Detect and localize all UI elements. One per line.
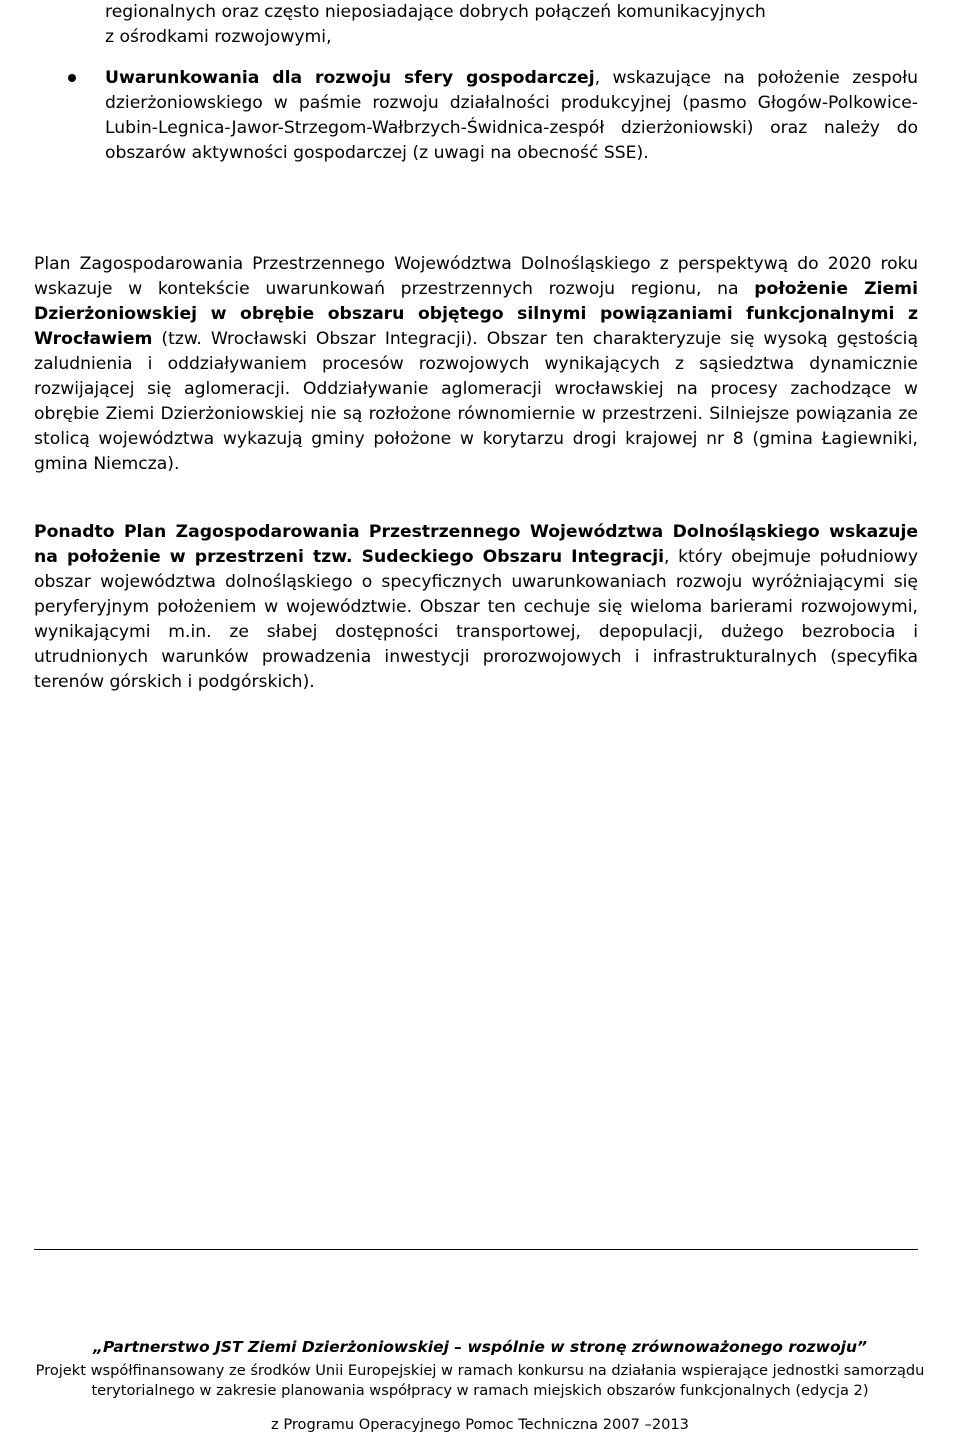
- footer-line-3: z Programu Operacyjnego Pomoc Techniczna 2007 –2013: [271, 1416, 689, 1433]
- paragraph-2-text: , który obejmuje południowy obszar województwa dolnośląskiego o specyficznych uwarunkowaniach rozwoju wyróżniającymi się peryferyjnym położeniem w województwie. Obszar ten cechuje się wieloma barierami rozwojowymi, wynikającymi m.in. ze słabej dostępności transportowej, depopulacji, dużego bezrobocia i utrudnionych warunków prowadzenia inwestycji prorozwojowych i infrastrukturalnych (specyfika terenów górskich i podgórskich).: [34, 547, 918, 692]
- footer-divider: [34, 1249, 918, 1250]
- paragraph-1-text-b: (tzw. Wrocławski Obszar Integracji). Obszar ten charakteryzuje się wysoką gęstością zaludnienia i oddziaływaniem procesów rozwojowych wynikających z sąsiedztwa dynamicznie rozwijającej się aglomeracji. Oddziaływanie aglomeracji wrocławskiej na procesy zachodzące w obrębie Ziemi Dzierżoniowskiej nie są rozłożone równomiernie w przestrzeni. Silniejsze powiązania ze stolicą województwa wykazują gminy położone w korytarzu drogi krajowej nr 8 (gmina Łagiewniki, gmina Niemcza).: [34, 329, 918, 474]
- bullet-bold-lead: Uwarunkowania dla rozwoju sfery gospodarczej: [105, 68, 595, 88]
- continuation-line-1: regionalnych oraz często nieposiadające dobrych połączeń komunikacyjnych: [105, 2, 766, 22]
- paragraph-1-bold: położenie Ziemi Dzierżoniowskiej w obrębie obszaru objętego silnymi powiązaniami funkcjonalnymi z Wrocławiem: [34, 279, 918, 349]
- footer-line-1: Projekt współfinansowany ze środków Unii Europejskiej w ramach konkursu na działania wspierające jednostki samorządu: [35, 1362, 925, 1379]
- bullet-text: , wskazujące na położenie zespołu dzierżoniowskiego w paśmie rozwoju działalności produkcyjnej (pasmo Głogów-Polkowice-Lubin-Legnica-Jawor-Strzegom-Wałbrzych-Świdnica-zespół dzierżoniowski) oraz należy do obszarów aktywności gospodarczej (z uwagi na obecność SSE).: [105, 68, 918, 163]
- paragraph-2: [34, 520, 918, 695]
- continuation-line-2: z ośrodkami rozwojowymi,: [105, 27, 332, 47]
- paragraph-1: [34, 252, 918, 477]
- paragraph-2-bold: Ponadto Plan Zagospodarowania Przestrzennego Województwa Dolnośląskiego wskazuje na położenie w przestrzeni tzw. Sudeckiego Obszaru Integracji: [34, 522, 918, 567]
- paragraph-1-text-a: Plan Zagospodarowania Przestrzennego Województwa Dolnośląskiego z perspektywą do 2020 roku wskazuje w kontekście uwarunkowań przestrzennych rozwoju regionu, na: [34, 254, 918, 299]
- footer-title: „Partnerstwo JST Ziemi Dzierżoniowskiej – wspólnie w stronę zrównoważonego rozwoju”: [93, 1338, 867, 1356]
- bullet-point-icon: [68, 74, 76, 82]
- footer-line-2: terytorialnego w zakresie planowania współpracy w ramach miejskich obszarów funkcjonalnych (edycja 2): [91, 1382, 869, 1399]
- continuation-text: [105, 0, 918, 50]
- bullet-item: [105, 66, 918, 166]
